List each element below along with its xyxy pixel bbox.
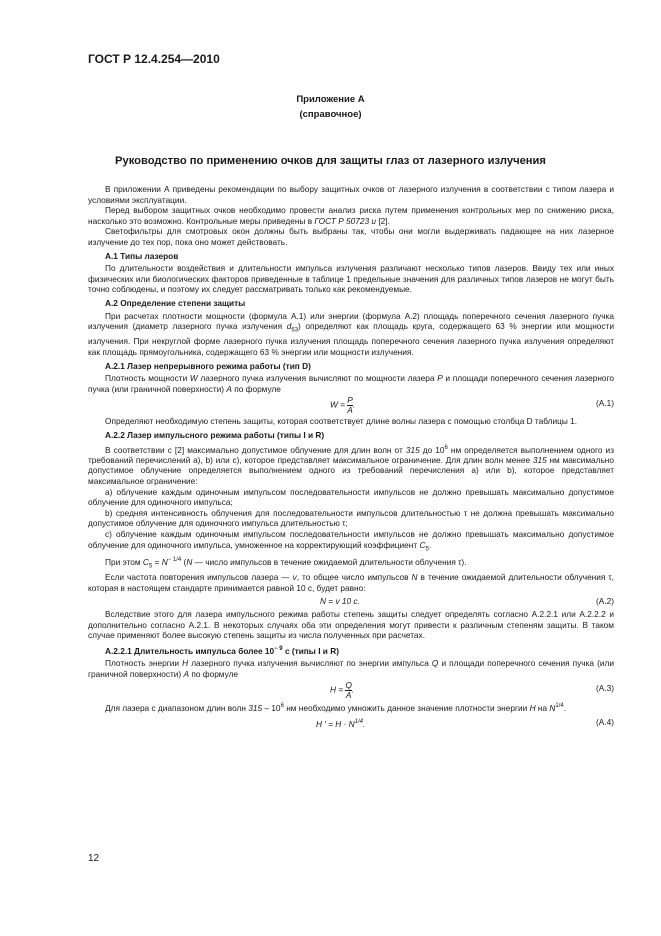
formula-a3: H = $\frac{Q}{A}$ . (А.3) — [330, 680, 614, 701]
page-title: Руководство по применению очков для защиты глаз от лазерного излучения — [115, 155, 546, 167]
page-number: 12 — [88, 853, 100, 864]
formula-a2: N = v 10 с. (А.2) — [320, 596, 614, 607]
body-text: В приложении А приведены рекомендации по выбору защитных очков от лазерного излучения в соответствии с типом лазера и условиями эксплуатации. Перед выбором защитных очков необходимо провести анализ риска путем применения контрольных мер по снижению риска, насколько это возможно. Контрольные меры приведены в ГОСТ Р 50723 и [2]. Светофильтры для смотровых окон должны быть выбраны так, чтобы они могли выдерживать падающее на них лазерное излучение до тех пор, пока оно может действовать. А.1 Типы лазеров По длительности воздействия и длительности импульса излучения различают несколько типов лазеров. Ввиду тех или иных физических или биологических факторов приведенные в таблице 1 предельные значения для различных типов лазеров не могут быть точно соблюдены, и поэтому их следует рассматривать только как рекомендуемые. А.2 Определение степени защиты При расчетах плотности мощности (формула А.1) или энергии (формула А.2) площадь поперечного сечения лазерного пучка излучения (диаметр лазерного пучка излучения $d_{63}$) определяют как площадь круга, содержащего 63 % энергии или мощности излучения. При некруглой форме лазерного пучка излучения площадь поперечного сечения лазерного пучка излучения определяют как площадь прямоугольника, содержащего 63 % энергии или мощности излучения. А.2.1 Лазер непрерывного режима работы (тип D) Плотность мощности W лазерного пучка излучения вычисляют по мощности лазера P и площади поперечного сечения лазерного пучка (или граничной поверхности) A по формуле W = $\frac{P}{A}$ . (А.1) Определяют необходимую степень защиты, которая соответствует длине волны лазера с помощью столбца D таблицы 1. А.2.2 Лазер импульсного режима работы (типы I и R) В соответствии с [2] максимально допустимое облучение для длин волн от 315 до $10^6$ нм определяется выполнением одного из требований перечислений а), b) или с), которое представляет максимальное ограничение. Для длин волн менее 315 нм максимально допустимое облучение определяется выполнением одного из требований перечисления а) или b), которое представляет максимальное ограничение: а) облучение каждым одиночным импульсом последовательности импульсов не должно превышать максимально допустимое облучение для одиночного импульса; b) средняя интенсивность облучения для последовательности импульсов длительностью τ не должна превышать максимально допустимое облучение для одиночного импульса длительностью τ; с) облучение каждым одиночным импульсом последовательности импульсов не должно превышать максимально допустимое облучение для одиночного импульса, умноженное на корректирующий коэффициент $C_5$. При этом $C_5 = N^{- 1/4}$ (N — число импульсов в течение ожидаемой длительности облучения τ). Если частота повторения импульсов лазера — v, то общее число импульсов N в течение ожидаемой длительности облучения τ, которая в настоящем стандарте принимается равной 10 с, будет равно: N = v 10 с. (А.2) Вследствие этого для лазера импульсного режима работы степень защиты следует определять согласно А.2.2.1 или А.2.2.2 и дополнительно согласно А.2.1. В некоторых случаях оба эти определения могут привести к различным степеням защиты. В таком случае применяют более высокую степень защиты из числа полученных при расчетах. А.2.2.1 Длительность импульса более $10^{- 9}$ с (типы I и R) Плотность энергии H лазерного пучка излучения вычисляют по энергии импульса Q и площади поперечного сечения пучка (или граничной поверхности) A по формуле H = $\frac{Q}{A}$ . (А.3) Для лазера с диапазоном длин волн $315 - 10^6$ нм необходимо умножить данное значение плотности энергии H на $N^{1/4}$. H ′ = $H \cdot N^{1/4}$. (А.4) — [88, 184, 614, 729]
appendix-label: Приложение А — [296, 94, 365, 105]
formula-a1: W = $\frac{P}{A}$ . (А.1) — [330, 395, 614, 416]
appendix-kind: (справочное) — [299, 109, 362, 120]
standard-code: ГОСТ Р 12.4.254—2010 — [88, 52, 220, 66]
formula-a4: H ′ = $H \cdot N^{1/4}$. (А.4) — [316, 716, 614, 729]
